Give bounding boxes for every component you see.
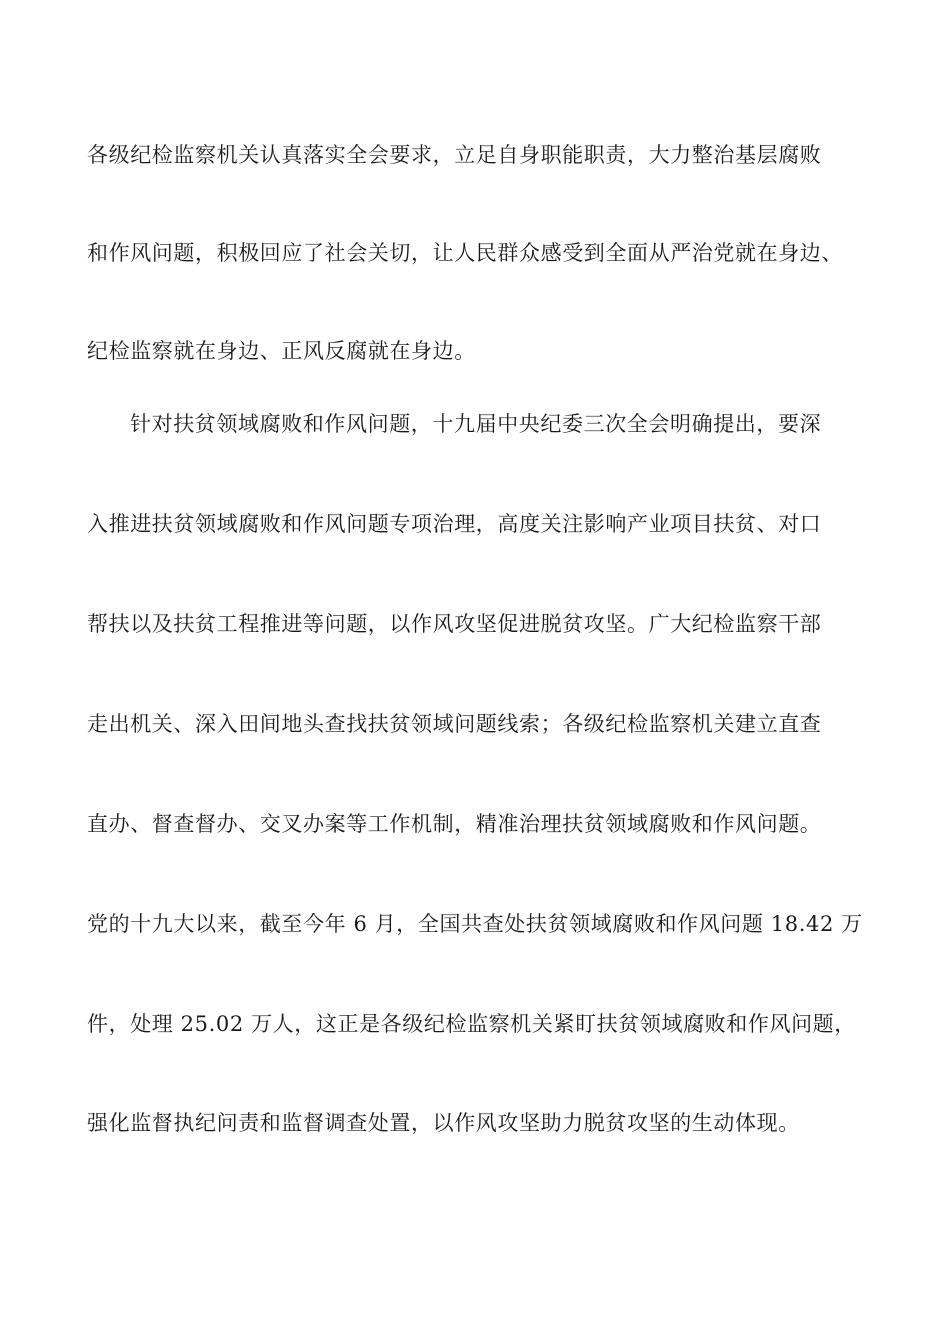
text-line-1: 各级纪检监察机关认真落实全会要求，立足自身职能职责，大力整治基层腐败 [87,143,822,167]
text-line-11: 强化监督执纪问责和监督调查处置，以作风攻坚助力脱贫攻坚的生动体现。 [87,1111,800,1135]
text-line-6: 帮扶以及扶贫工程推进等问题，以作风攻坚促进脱贫攻坚。广大纪检监察干部 [87,612,822,636]
text-line-4: 针对扶贫领域腐败和作风问题，十九届中央纪委三次全会明确提出，要深 [130,412,822,436]
text-line-5: 入推进扶贫领域腐败和作风问题专项治理，高度关注影响产业项目扶贫、对口 [87,512,822,536]
text-line-8: 直办、督查督办、交叉办案等工作机制，精准治理扶贫领域腐败和作风问题。 [87,812,822,836]
text-line-9: 党的十九大以来，截至今年 6 月，全国共查处扶贫领域腐败和作风问题 18.42 万 [87,912,863,936]
text-line-2: 和作风问题，积极回应了社会关切，让人民群众感受到全面从严治党就在身边、 [87,241,843,265]
text-line-7: 走出机关、深入田间地头查找扶贫领域问题线索；各级纪检监察机关建立直查 [87,712,822,736]
text-line-3: 纪检监察就在身边、正风反腐就在身边。 [87,339,476,363]
text-line-10: 件，处理 25.02 万人，这正是各级纪检监察机关紧盯扶贫领域腐败和作风问题， [87,1012,856,1036]
